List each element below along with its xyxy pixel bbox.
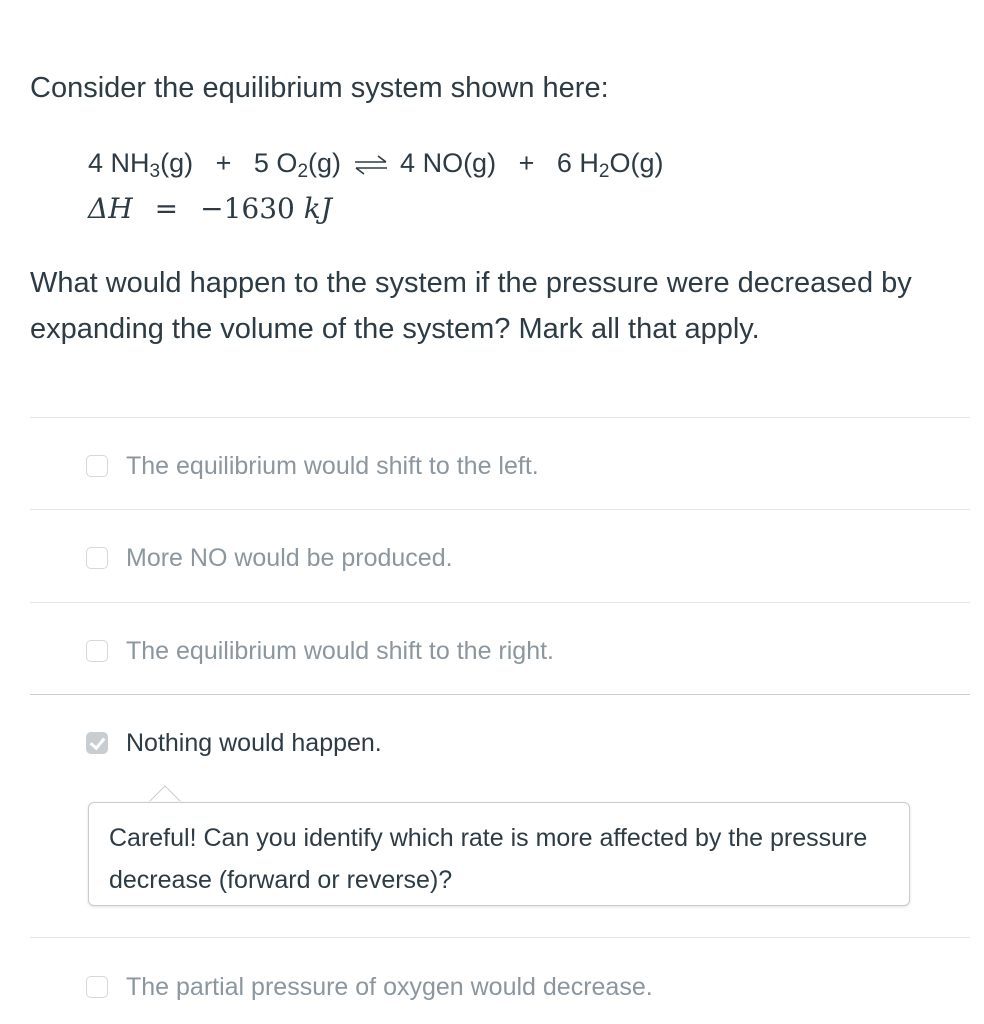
answer-divider	[30, 602, 970, 603]
answer-label: The partial pressure of oxygen would decrease.	[126, 972, 653, 1001]
answer-option[interactable]	[86, 451, 539, 481]
answer-option[interactable]	[86, 636, 554, 666]
enthalpy-symbol: ΔH	[88, 192, 133, 225]
answer-feedback: Careful! Can you identify which rate is more affected by the pressure decrease (forward or reverse)?	[88, 802, 910, 906]
question-text: What would happen to the system if the pressure were decreased by expanding the volume of the system? Mark all that apply.	[30, 267, 912, 345]
enthalpy-unit: kJ	[303, 192, 332, 225]
answer-divider	[30, 509, 970, 510]
checked-checkbox[interactable]	[86, 732, 108, 754]
answer-divider	[30, 694, 970, 695]
answer-option-selected[interactable]	[86, 728, 382, 758]
answer-label: The equilibrium would shift to the left.	[126, 451, 539, 480]
product-nitric-oxide: 4 NO(g)	[400, 148, 497, 178]
answer-option[interactable]	[86, 972, 653, 1002]
answer-label: The equilibrium would shift to the right.	[126, 636, 554, 665]
feedback-pointer-icon	[148, 785, 182, 803]
product-water: 6 $H_2O(g)$	[556, 148, 664, 182]
enthalpy-change	[88, 192, 332, 225]
chemical-equation	[88, 148, 664, 182]
plus-sign: +	[518, 148, 535, 178]
answer-checkbox[interactable]	[86, 455, 108, 477]
answer-checkbox[interactable]	[86, 640, 108, 662]
answer-checkbox[interactable]	[86, 547, 108, 569]
reactant-oxygen: 5 $O_2(g)$	[253, 148, 342, 182]
question-intro: Consider the equilibrium system shown here:	[30, 72, 609, 104]
answer-divider	[30, 417, 970, 418]
enthalpy-value: −1630	[200, 192, 295, 225]
reactant-ammonia: 4 $NH_3(g)$	[88, 148, 194, 182]
answer-checkbox[interactable]	[86, 976, 108, 998]
plus-sign: +	[215, 148, 232, 178]
answer-label: Nothing would happen.	[126, 728, 382, 757]
answer-divider	[30, 937, 970, 938]
answer-label: More NO would be produced.	[126, 543, 453, 572]
answer-option[interactable]	[86, 543, 453, 573]
equilibrium-arrow-icon	[353, 155, 389, 175]
equals-sign: =	[154, 192, 179, 225]
